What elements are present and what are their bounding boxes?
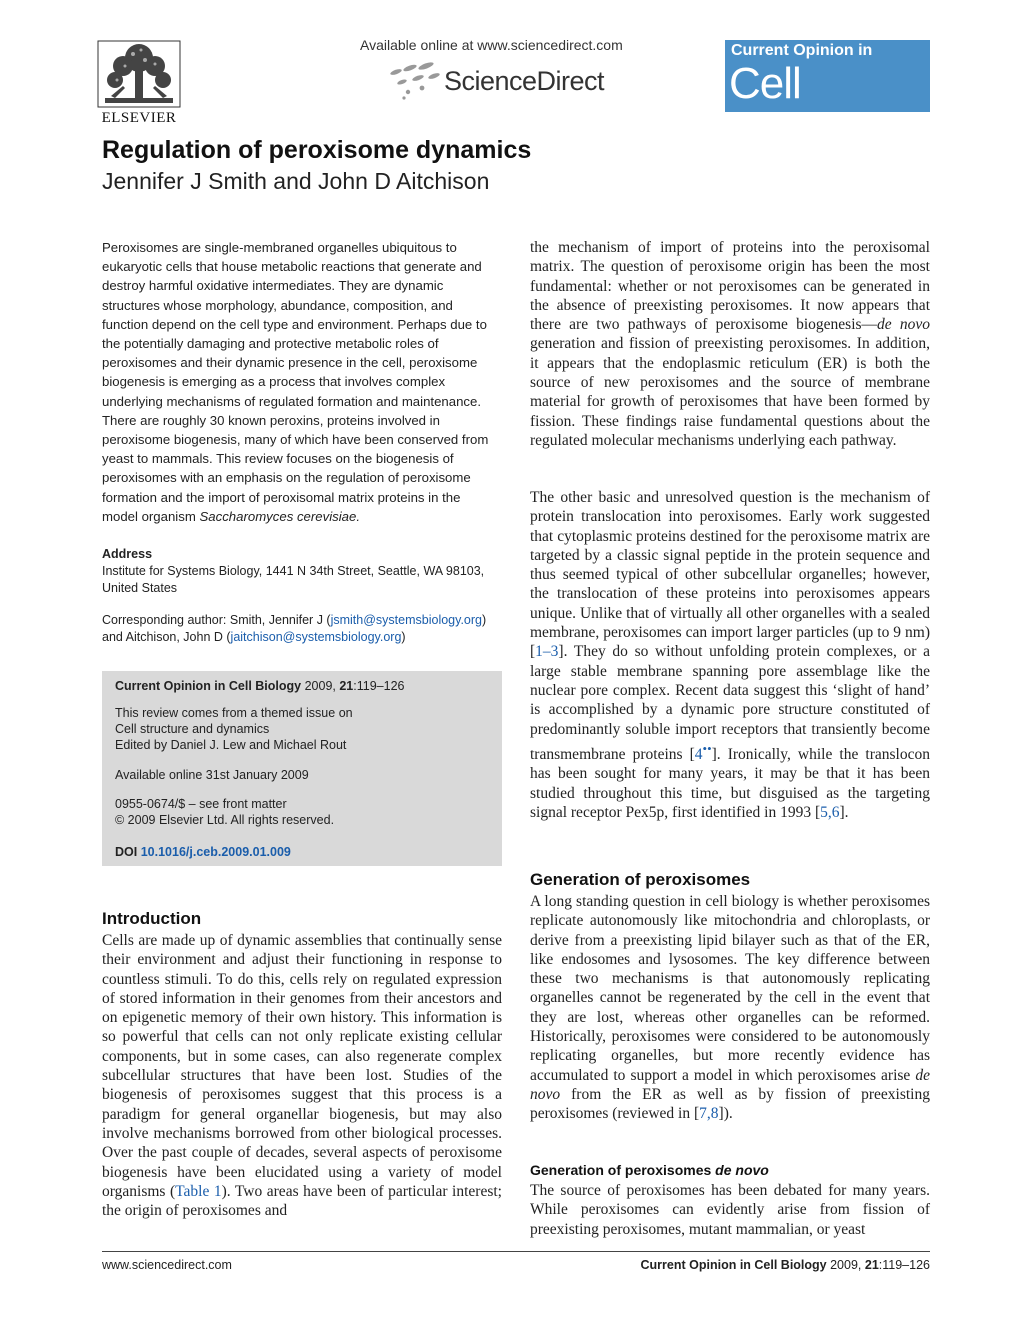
sciencedirect-wordmark: ScienceDirect	[444, 66, 605, 96]
gen-text-b: from the ER as well as by fission of preexisting peroxisomes (reviewed in [	[530, 1085, 930, 1123]
email-link-smith[interactable]: jsmith@systemsbiology.org	[330, 613, 482, 627]
info-theme-line1: This review comes from a themed issue on	[115, 706, 353, 720]
introduction-heading: Introduction	[102, 909, 202, 928]
corresp-suffix-2: )	[401, 629, 406, 644]
info-theme-line2: Cell structure and dynamics	[115, 722, 270, 736]
corresp-prefix-2: and Aitchison, John D (	[102, 629, 231, 644]
available-online-text: Available online at www.sciencedirect.com	[360, 37, 623, 53]
p1-denovo: de novo	[877, 316, 931, 334]
doi-link[interactable]: 10.1016/j.ceb.2009.01.009	[140, 845, 291, 859]
right-paragraph-2	[530, 488, 930, 822]
table-1-link[interactable]: Table 1	[175, 1182, 222, 1200]
ref-4-number: 4	[694, 746, 703, 764]
generation-paragraph	[530, 892, 930, 1124]
abstract	[102, 238, 492, 526]
gen-text-c: ]).	[718, 1105, 733, 1123]
corresp-prefix-1: Corresponding author: Smith, Jennifer J (	[102, 613, 331, 627]
p1-text-a: the mechanism of import of proteins into the peroxisomal matrix. The question of peroxisome origin has been the most fundamental: whether or not peroxisomes can be generated in the absence of preexisting peroxisomes. It now appears that there are two pathways of peroxisome biogenesis—	[530, 239, 930, 334]
elsevier-logo	[97, 40, 181, 128]
introduction-paragraph	[102, 931, 502, 1220]
sciencedirect-dots-icon	[386, 60, 444, 102]
intro-text: Cells are made up of dynamic assemblies that continually sense their environment and adjust their functioning in response to countless stimuli. To do this, cells rely on regulated expression of stored information in their genomes from their ancestors and on epigenetic memory of their own history. This information is so powerful that cells can not only replicate existing cellular components, but in some cases, can also regenerate complex subcellular structures that have been lost. Studies of the biogenesis of peroxisomes suggest that this process is a paradigm for general organellar biogenesis, but may also involve mechanisms borrowed from other biological processes. Over the past couple of decades, several aspects of peroxisome biogenesis have been elucidated using a variety of model organisms (	[102, 932, 502, 1200]
denovo-paragraph: The source of peroxisomes has been debated for many years. While peroxisomes can evidently arise from fission of preexisting peroxisomes, mutant mammalian, or yeast	[530, 1182, 930, 1238]
footer-divider	[102, 1251, 930, 1252]
footer-pages: :119–126	[878, 1258, 930, 1272]
info-available: Available online 31st January 2009	[115, 768, 309, 782]
p2-text-a: The other basic and unresolved question is the mechanism of protein translocation into peroxisomes. Early work suggested that cytoplasmic proteins destined for the peroxisome matrix are targeted by a classic signal peptide in the protein sequence and thus seemed typical of other subcellular organelles; however, the translocation of these proteins into peroxisomes appears unique. Unlike that of virtually all other organelles with a sealed membrane, peroxisomes can import larger particles (up to 9 nm) [	[530, 489, 930, 661]
abstract-text: Peroxisomes are single-membraned organelles ubiquitous to eukaryotic cells that house metabolic reactions that generate and destroy harmful oxidative intermediates. They are dynamic structures whose morphology, abundance, composition, and function depend on the cell type and environment. Perhaps due to the potentially damaging and protective metabolic roles of peroxisomes and their dynamic presence in the cell, peroxisome biogenesis is emerging as a process that involves complex underlying mechanisms of regulated formation and maintenance. There are roughly 30 known peroxins, proteins involved in peroxisome biogenesis, many of which have been conserved from yeast to mammals. This review focuses on the biogenesis of peroxisomes with an emphasis on the regulation of peroxisome formation and the import of peroxisomal matrix proteins in the model organism	[102, 240, 489, 524]
info-doi	[115, 844, 495, 860]
info-volume: 21	[339, 679, 354, 693]
info-year: 2009,	[304, 679, 336, 693]
p2-text-c: ]. Ironically, while the translocon has been sought for many years, it may be that it has been studied throughout this time, but disguised as the targeting signal receptor Pex5p, first identified in 1993 [	[530, 746, 930, 821]
denovo-heading-italic: de novo	[715, 1162, 769, 1178]
generation-heading: Generation of peroxisomes	[530, 870, 751, 889]
sciencedirect-logo[interactable]	[386, 60, 626, 102]
gen-denovo: de novo	[530, 1066, 930, 1103]
info-copyright: © 2009 Elsevier Ltd. All rights reserved.	[115, 813, 335, 827]
gen-text-a: A long standing question in cell biology is whether peroxisomes replicate autonomously like mitochondria and chloroplasts, or derive from a preexisting lipid bilayer such as that of the ER, like endosomes and lysosomes. The key difference between these two mechanisms is that autonomously replicating organelles cannot be regenerated by the cell in the event that they are lost, whereas other organelles can be reformed. Historically, peroxisomes were considered to be autonomously replicating organelles, but more recently evidence has accumulated to support a model in which peroxisomes arise	[530, 893, 930, 1084]
journal-logo-line1: Current Opinion in	[731, 42, 873, 59]
journal-logo-line2: Cell Biology	[729, 59, 867, 156]
info-editors: Edited by Daniel J. Lew and Michael Rout	[115, 738, 347, 752]
denovo-heading	[530, 1162, 769, 1178]
address-text: Institute for Systems Biology, 1441 N 34th Street, Seattle, WA 98103, United States	[102, 564, 485, 595]
ref-4-marker: ••	[702, 740, 712, 756]
ref-link-7-8[interactable]: 7,8	[699, 1105, 719, 1123]
ref-link-1-3[interactable]: 1–3	[535, 643, 559, 661]
email-link-aitchison[interactable]: jaitchison@systemsbiology.org	[230, 629, 402, 644]
abstract-organism: Saccharomyces cerevisiae.	[199, 508, 360, 524]
p2-text-d: ].	[839, 803, 849, 821]
info-journal: Current Opinion in Cell Biology	[115, 679, 302, 693]
elsevier-tree-icon	[97, 40, 181, 108]
p2-text-b: ]. They do so without unfolding protein complexes, or a large stable membrane spanning pore assemblage like the nuclear pore complex. Recent data suggest this ‘slight of hand’ is accomplished by a dynamic pore structure constituted of predominantly soluble import receptors that transiently become transmembrane proteins [	[530, 643, 930, 764]
article-title: Regulation of peroxisome dynamics	[102, 136, 532, 164]
info-pages: :119–126	[353, 679, 405, 693]
info-issn: 0955-0674/$ – see front matter	[115, 797, 287, 811]
footer-year: 2009,	[830, 1258, 862, 1272]
address-heading: Address	[102, 547, 153, 561]
publisher-name: ELSEVIER	[101, 110, 177, 126]
article-authors: Jennifer J Smith and John D Aitchison	[102, 168, 490, 194]
journal-logo	[725, 40, 930, 156]
footer-website[interactable]: www.sciencedirect.com	[102, 1258, 232, 1272]
right-paragraph-1	[530, 238, 930, 450]
ref-link-4[interactable]	[694, 740, 712, 764]
article-info-box	[102, 671, 502, 866]
denovo-heading-text: Generation of peroxisomes	[530, 1162, 716, 1178]
correspondence	[102, 612, 502, 645]
info-citation	[115, 678, 495, 694]
footer-volume: 21	[864, 1258, 879, 1272]
footer-journal: Current Opinion in Cell Biology	[640, 1258, 827, 1272]
corresp-suffix-1: )	[482, 613, 487, 627]
info-doi-label: DOI	[115, 845, 138, 859]
footer-citation	[641, 1258, 930, 1272]
p1-text-b: generation and fission of preexisting peroxisomes. In addition, it appears that the endoplasmic reticulum (ER) is both the source of new peroxisomes and the source of membrane material for growth of peroxisomes that have been formed by fission. These findings raise fundamental questions about the regulated molecular mechanisms underlying each pathway.	[530, 335, 930, 449]
intro-text-end: ). Two areas have been of particular interest; the origin of peroxisomes and	[102, 1182, 502, 1220]
ref-link-5-6[interactable]: 5,6	[820, 803, 840, 821]
